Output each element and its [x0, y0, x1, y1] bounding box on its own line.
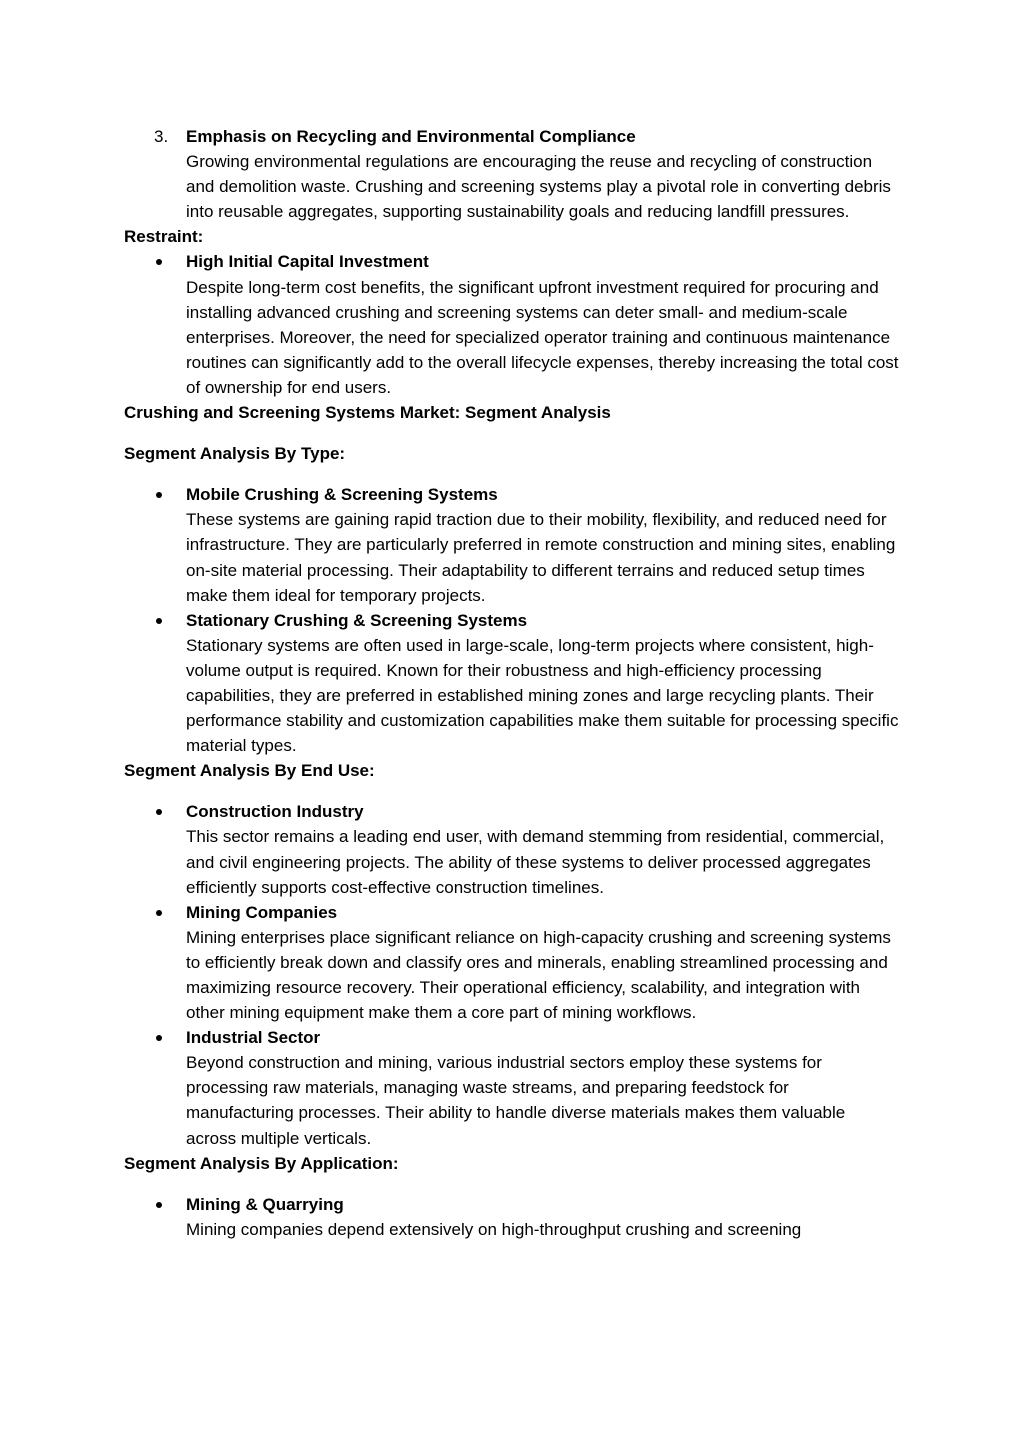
segment-analysis-title: Crushing and Screening Systems Market: Segment Analysis — [124, 403, 611, 423]
item-body: Mining enterprises place significant reliance on high-capacity crushing and screening systems to efficiently break down and classify ores and minerals, enabling streamlined processing and maximizing resource recovery. Their operational efficiency, scalability, and integration with other mining equipment make them a core part of mining workflows. — [186, 927, 891, 1023]
document-page — [124, 124, 899, 1242]
item-title: High Initial Capital Investment — [186, 252, 429, 272]
list-item — [124, 1025, 899, 1150]
bullet-icon — [156, 259, 162, 265]
item-body: Mining companies depend extensively on high-throughput crushing and screening — [186, 1219, 802, 1239]
list-item — [124, 799, 899, 899]
item-body: Stationary systems are often used in large-scale, long-term projects where consistent, high-volume output is required. Known for their robustness and high-efficiency processing capabilities, they are preferred in established mining zones and large recycling plants. Their performance stability and customization capabilities make them suitable for processing specific material types. — [186, 635, 899, 756]
list-item — [124, 249, 899, 400]
list-item — [124, 1192, 899, 1242]
item-body: These systems are gaining rapid traction due to their mobility, flexibility, and reduced need for infrastructure. They are particularly preferred in remote construction and mining sites, enabling on-site material processing. Their adaptability to different terrains and reduced setup times make them ideal for temporary projects. — [186, 510, 896, 605]
list-item — [124, 608, 899, 759]
item-title: Mobile Crushing & Screening Systems — [186, 485, 498, 505]
list-item — [124, 900, 899, 1025]
bullet-icon — [156, 618, 162, 624]
restraint-heading: Restraint: — [124, 227, 204, 247]
list-item — [124, 124, 899, 224]
item-title: Emphasis on Recycling and Environmental Compliance — [186, 127, 636, 146]
item-body: This sector remains a leading end user, with demand stemming from residential, commercial, and civil engineering projects. The ability of these systems to deliver processed aggregates efficiently supports cost-effective construction timelines. — [186, 827, 885, 897]
item-body: Beyond construction and mining, various industrial sectors employ these systems for processing raw materials, managing waste streams, and preparing feedstock for manufacturing processes. Their ability to handle diverse materials makes them valuable across multiple verticals. — [186, 1053, 846, 1148]
item-title: Mining & Quarrying — [186, 1194, 344, 1214]
item-title: Construction Industry — [186, 802, 364, 822]
item-title: Stationary Crushing & Screening Systems — [186, 610, 528, 630]
by-application-list — [124, 1192, 899, 1242]
drivers-numbered-list — [124, 124, 899, 224]
bullet-icon — [156, 1035, 162, 1041]
bullet-icon — [156, 1202, 162, 1208]
by-application-heading: Segment Analysis By Application: — [124, 1153, 399, 1173]
bullet-icon — [156, 910, 162, 916]
item-body: Growing environmental regulations are encouraging the reuse and recycling of construction and demolition waste. Crushing and screening systems play a pivotal role in converting debris into reusable aggregates, supporting sustainability goals and reducing landfill pressures. — [186, 152, 891, 222]
bullet-icon — [156, 809, 162, 815]
list-number: 3. — [154, 127, 169, 146]
by-end-use-list — [124, 799, 899, 1150]
list-item — [124, 482, 899, 607]
item-title: Industrial Sector — [186, 1028, 321, 1048]
by-type-list — [124, 482, 899, 758]
bullet-icon — [156, 492, 162, 498]
item-title: Mining Companies — [186, 902, 338, 922]
item-body: Despite long-term cost benefits, the significant upfront investment required for procuring and installing advanced crushing and screening systems can deter small- and medium-scale enterprises. Moreover, the need for specialized operator training and continuous maintenance routines can significantly add to the overall lifecycle expenses, thereby increasing the total cost of ownership for end users. — [186, 277, 899, 397]
by-end-use-heading: Segment Analysis By End Use: — [124, 761, 375, 781]
by-type-heading: Segment Analysis By Type: — [124, 444, 346, 464]
restraint-list — [124, 249, 899, 400]
